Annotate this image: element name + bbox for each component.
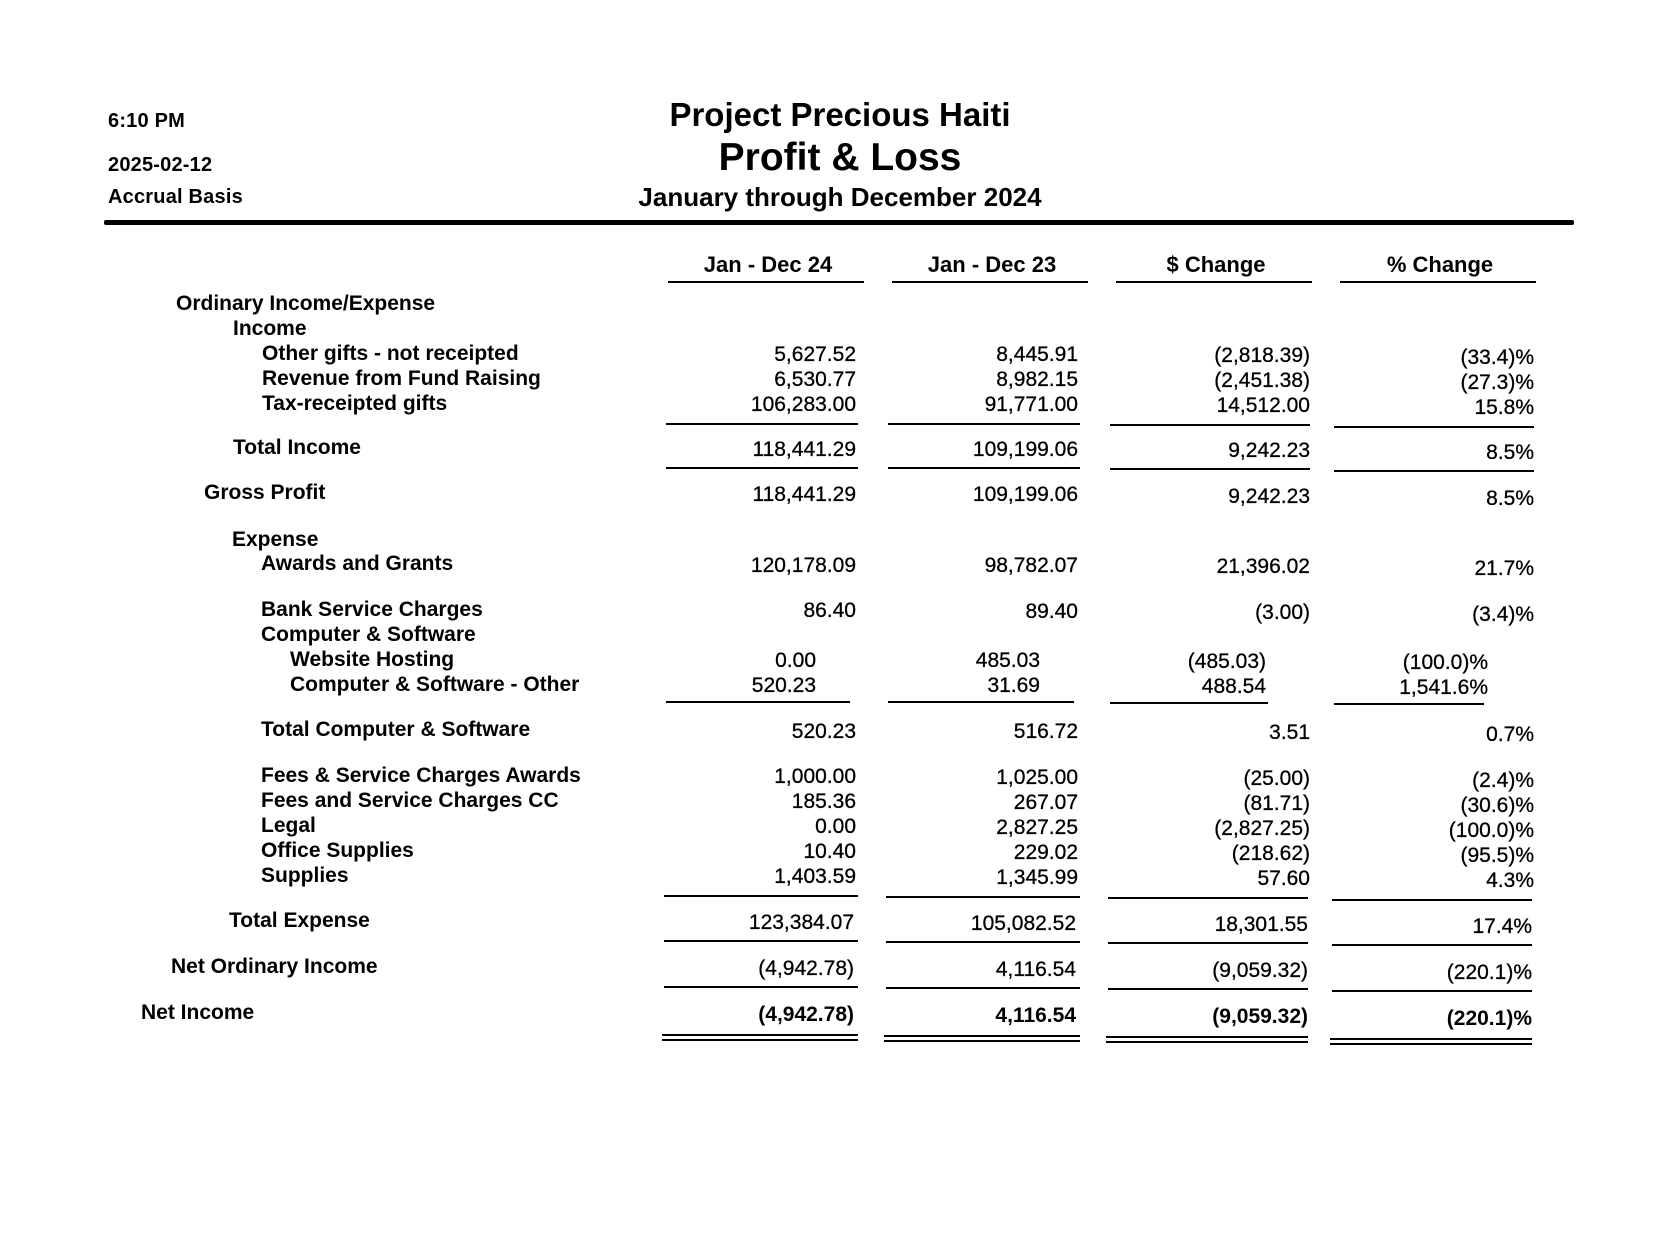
value-cell: (2.4)% xyxy=(1472,769,1534,792)
subtotal-rule xyxy=(664,895,858,897)
value-cell: 57.60 xyxy=(1257,867,1310,890)
total-double-rule xyxy=(884,1035,1080,1037)
column-header-underline xyxy=(668,281,864,283)
subtotal-rule xyxy=(1108,988,1308,990)
column-header-percent-change: % Change xyxy=(1386,252,1494,277)
row-label: Revenue from Fund Raising xyxy=(262,367,541,390)
value-cell: 8,982.15 xyxy=(996,368,1078,391)
column-header-underline xyxy=(1340,281,1536,283)
row-label: Fees & Service Charges Awards xyxy=(261,764,581,787)
subtotal-rule xyxy=(888,423,1080,425)
value-cell: 109,199.06 xyxy=(972,438,1078,461)
report-time: 6:10 PM xyxy=(108,110,185,132)
value-cell: 17.4% xyxy=(1472,915,1532,938)
subtotal-rule xyxy=(666,423,858,425)
row-label: Office Supplies xyxy=(261,839,414,862)
value-cell: 8,445.91 xyxy=(996,343,1078,366)
value-cell: 520.23 xyxy=(751,674,816,697)
value-cell: 267.07 xyxy=(1013,791,1078,814)
company-name: Project Precious Haiti xyxy=(669,96,1011,133)
value-cell: 15.8% xyxy=(1474,396,1534,419)
value-cell: 118,441.29 xyxy=(752,483,856,506)
row-label: Income xyxy=(233,317,307,340)
value-cell: (30.6)% xyxy=(1460,794,1534,817)
value-cell: (2,818.39) xyxy=(1214,344,1310,367)
value-cell: (9,059.32) xyxy=(1212,959,1308,982)
total-double-rule xyxy=(1330,1043,1532,1045)
subtotal-rule xyxy=(1332,899,1532,901)
report-basis: Accrual Basis xyxy=(108,186,243,208)
subtotal-rule xyxy=(888,467,1080,469)
subtotal-rule xyxy=(664,940,858,942)
value-cell: (2,451.38) xyxy=(1214,369,1310,392)
value-cell: 4.3% xyxy=(1486,869,1534,892)
subtotal-rule xyxy=(888,701,1074,703)
row-label: Supplies xyxy=(261,864,349,887)
value-cell: (220.1)% xyxy=(1446,961,1532,984)
total-double-rule xyxy=(1106,1041,1308,1043)
subtotal-rule xyxy=(1108,942,1308,944)
column-header-underline xyxy=(892,281,1088,283)
value-cell: 123,384.07 xyxy=(748,911,854,934)
value-cell: 1,025.00 xyxy=(996,766,1078,789)
value-cell: 89.40 xyxy=(1025,600,1078,623)
row-label: Tax-receipted gifts xyxy=(262,392,448,415)
value-cell: (220.1)% xyxy=(1446,1007,1532,1030)
row-label: Gross Profit xyxy=(204,481,326,504)
subtotal-rule xyxy=(664,986,858,988)
value-cell: 105,082.52 xyxy=(970,912,1076,935)
total-double-rule xyxy=(1106,1036,1308,1038)
value-cell: (25.00) xyxy=(1243,767,1310,790)
value-cell: 118,441.29 xyxy=(752,438,856,461)
value-cell: 120,178.09 xyxy=(750,554,856,577)
report-period: January through December 2024 xyxy=(638,182,1042,212)
value-cell: 0.7% xyxy=(1486,723,1534,746)
subtotal-rule xyxy=(886,941,1080,943)
subtotal-rule xyxy=(1110,424,1310,426)
row-label: Awards and Grants xyxy=(261,552,454,575)
value-cell: (27.3)% xyxy=(1460,371,1534,394)
subtotal-rule xyxy=(886,896,1080,898)
value-cell: 1,541.6% xyxy=(1399,676,1488,699)
value-cell: 9,242.23 xyxy=(1228,485,1310,508)
value-cell: (33.4)% xyxy=(1460,346,1534,369)
value-cell: (4,942.78) xyxy=(758,957,854,980)
value-cell: (81.71) xyxy=(1243,792,1310,815)
column-header-jan-dec-23: Jan - Dec 23 xyxy=(927,252,1057,277)
value-cell: 1,345.99 xyxy=(996,866,1078,889)
total-double-rule xyxy=(662,1039,858,1041)
total-double-rule xyxy=(1330,1038,1532,1040)
subtotal-rule xyxy=(1110,702,1268,704)
value-cell: 21.7% xyxy=(1474,557,1534,580)
value-cell: (218.62) xyxy=(1231,842,1310,865)
value-cell: 8.5% xyxy=(1486,441,1534,464)
value-cell: (3.00) xyxy=(1255,601,1310,624)
value-cell: 485.03 xyxy=(975,649,1040,672)
value-cell: 109,199.06 xyxy=(972,483,1078,506)
value-cell: 5,627.52 xyxy=(774,343,856,366)
value-cell: (485.03) xyxy=(1187,650,1266,673)
value-cell: 229.02 xyxy=(1013,841,1078,864)
header-divider xyxy=(104,220,1574,225)
report-title: Profit & Loss xyxy=(718,136,962,179)
row-label: Fees and Service Charges CC xyxy=(261,789,559,812)
row-label: Legal xyxy=(261,814,316,837)
value-cell: 18,301.55 xyxy=(1214,913,1308,936)
subtotal-rule xyxy=(1334,470,1534,472)
row-label: Bank Service Charges xyxy=(261,598,483,621)
column-header-underline xyxy=(1116,281,1312,283)
value-cell: 31.69 xyxy=(987,674,1040,697)
value-cell: 1,000.00 xyxy=(774,765,856,788)
subtotal-rule xyxy=(1334,426,1534,428)
row-label: Total Expense xyxy=(229,909,370,932)
value-cell: 516.72 xyxy=(1013,720,1078,743)
row-label: Net Ordinary Income xyxy=(171,955,378,978)
value-cell: 106,283.00 xyxy=(750,393,856,416)
row-label: Total Computer & Software xyxy=(261,718,531,741)
column-header-jan-dec-24: Jan - Dec 24 xyxy=(703,252,833,277)
value-cell: (4,942.78) xyxy=(758,1003,854,1026)
value-cell: (3.4)% xyxy=(1472,603,1534,626)
value-cell: 98,782.07 xyxy=(984,554,1078,577)
value-cell: 3.51 xyxy=(1269,721,1310,744)
value-cell: 4,116.54 xyxy=(995,1004,1076,1027)
value-cell: 488.54 xyxy=(1201,675,1266,698)
total-double-rule xyxy=(884,1040,1080,1042)
subtotal-rule xyxy=(666,467,858,469)
value-cell: 10.40 xyxy=(803,840,856,863)
value-cell: 1,403.59 xyxy=(774,865,856,888)
subtotal-rule xyxy=(666,701,850,703)
row-label: Website Hosting xyxy=(290,648,455,671)
value-cell: 520.23 xyxy=(791,720,856,743)
value-cell: (100.0)% xyxy=(1448,819,1534,842)
subtotal-rule xyxy=(1334,703,1484,705)
row-label: Total Income xyxy=(233,436,361,459)
row-label: Expense xyxy=(232,528,319,551)
value-cell: 0.00 xyxy=(775,649,816,672)
value-cell: 0.00 xyxy=(815,815,856,838)
value-cell: (9,059.32) xyxy=(1212,1005,1308,1028)
value-cell: 91,771.00 xyxy=(984,393,1078,416)
row-label: Other gifts - not receipted xyxy=(262,342,519,365)
value-cell: 185.36 xyxy=(791,790,856,813)
value-cell: 2,827.25 xyxy=(996,816,1078,839)
subtotal-rule xyxy=(886,987,1080,989)
value-cell: 6,530.77 xyxy=(774,368,856,391)
row-label: Computer & Software - Other xyxy=(290,673,580,696)
row-label: Computer & Software xyxy=(261,623,476,646)
subtotal-rule xyxy=(1108,897,1308,899)
total-double-rule xyxy=(662,1034,858,1036)
value-cell: 4,116.54 xyxy=(995,958,1076,981)
value-cell: (100.0)% xyxy=(1402,651,1488,674)
subtotal-rule xyxy=(1332,944,1532,946)
value-cell: 21,396.02 xyxy=(1216,555,1310,578)
row-label: Ordinary Income/Expense xyxy=(176,292,436,315)
value-cell: (2,827.25) xyxy=(1214,817,1310,840)
value-cell: 14,512.00 xyxy=(1216,394,1310,417)
value-cell: 9,242.23 xyxy=(1228,439,1310,462)
value-cell: (95.5)% xyxy=(1460,844,1534,867)
subtotal-rule xyxy=(1332,990,1532,992)
subtotal-rule xyxy=(1110,468,1310,470)
row-label: Net Income xyxy=(141,1001,255,1024)
value-cell: 86.40 xyxy=(803,599,856,622)
value-cell: 8.5% xyxy=(1486,487,1534,510)
report-date: 2025-02-12 xyxy=(108,154,213,176)
column-header-dollar-change: $ Change xyxy=(1166,252,1266,277)
